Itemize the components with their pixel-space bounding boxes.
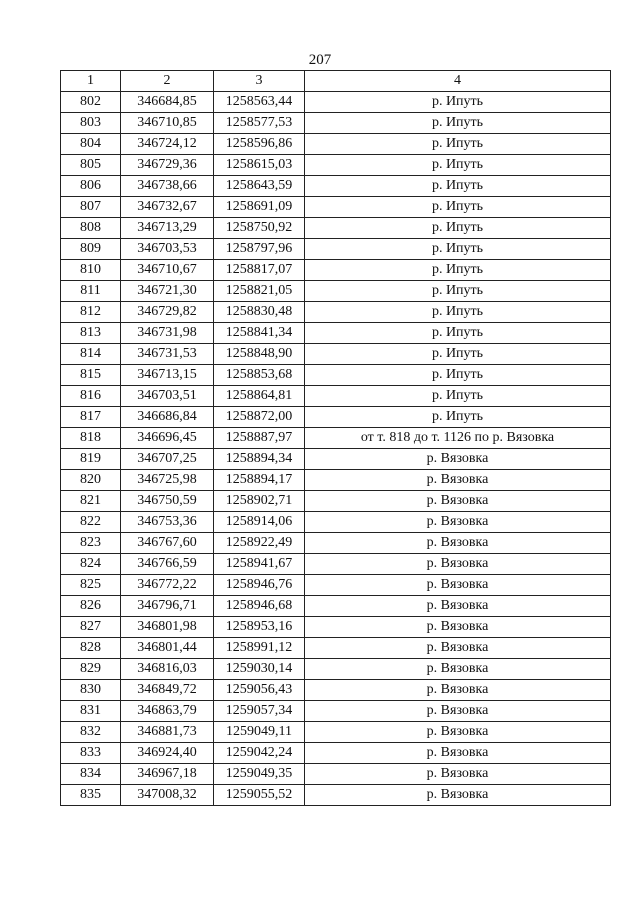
cell-y-coordinate: 1258953,16 bbox=[214, 617, 305, 638]
cell-description: р. Вязовка bbox=[305, 449, 611, 470]
cell-point-number: 831 bbox=[61, 701, 121, 722]
cell-y-coordinate: 1258821,05 bbox=[214, 281, 305, 302]
cell-y-coordinate: 1259055,52 bbox=[214, 785, 305, 806]
header-cell-point-number: 1 bbox=[61, 71, 121, 92]
cell-x-coordinate: 346767,60 bbox=[121, 533, 214, 554]
cell-description: р. Ипуть bbox=[305, 386, 611, 407]
table-row bbox=[61, 155, 611, 176]
cell-description: р. Вязовка bbox=[305, 659, 611, 680]
cell-y-coordinate: 1258691,09 bbox=[214, 197, 305, 218]
cell-x-coordinate: 346721,30 bbox=[121, 281, 214, 302]
cell-point-number: 830 bbox=[61, 680, 121, 701]
table-row bbox=[61, 176, 611, 197]
cell-x-coordinate: 346684,85 bbox=[121, 92, 214, 113]
cell-point-number: 826 bbox=[61, 596, 121, 617]
cell-description: р. Вязовка bbox=[305, 617, 611, 638]
cell-x-coordinate: 346729,82 bbox=[121, 302, 214, 323]
cell-x-coordinate: 346796,71 bbox=[121, 596, 214, 617]
cell-description: р. Ипуть bbox=[305, 155, 611, 176]
table-row bbox=[61, 239, 611, 260]
cell-point-number: 828 bbox=[61, 638, 121, 659]
cell-description: р. Ипуть bbox=[305, 239, 611, 260]
cell-y-coordinate: 1258941,67 bbox=[214, 554, 305, 575]
cell-point-number: 803 bbox=[61, 113, 121, 134]
cell-description: р. Вязовка bbox=[305, 470, 611, 491]
cell-y-coordinate: 1258643,59 bbox=[214, 176, 305, 197]
cell-x-coordinate: 346731,53 bbox=[121, 344, 214, 365]
cell-point-number: 820 bbox=[61, 470, 121, 491]
cell-y-coordinate: 1258887,97 bbox=[214, 428, 305, 449]
cell-x-coordinate: 346725,98 bbox=[121, 470, 214, 491]
cell-y-coordinate: 1258596,86 bbox=[214, 134, 305, 155]
cell-x-coordinate: 346731,98 bbox=[121, 323, 214, 344]
cell-point-number: 805 bbox=[61, 155, 121, 176]
table-row bbox=[61, 365, 611, 386]
cell-point-number: 827 bbox=[61, 617, 121, 638]
cell-point-number: 825 bbox=[61, 575, 121, 596]
cell-y-coordinate: 1258817,07 bbox=[214, 260, 305, 281]
cell-description: р. Ипуть bbox=[305, 407, 611, 428]
cell-x-coordinate: 346849,72 bbox=[121, 680, 214, 701]
table-row bbox=[61, 743, 611, 764]
cell-description: р. Ипуть bbox=[305, 218, 611, 239]
cell-description: р. Ипуть bbox=[305, 92, 611, 113]
cell-point-number: 816 bbox=[61, 386, 121, 407]
table-row bbox=[61, 281, 611, 302]
table-row bbox=[61, 617, 611, 638]
cell-point-number: 819 bbox=[61, 449, 121, 470]
cell-point-number: 810 bbox=[61, 260, 121, 281]
table-row bbox=[61, 491, 611, 512]
header-cell-y-coordinate: 3 bbox=[214, 71, 305, 92]
cell-y-coordinate: 1258894,17 bbox=[214, 470, 305, 491]
cell-y-coordinate: 1259049,35 bbox=[214, 764, 305, 785]
table-row bbox=[61, 302, 611, 323]
cell-x-coordinate: 346772,22 bbox=[121, 575, 214, 596]
cell-x-coordinate: 346703,53 bbox=[121, 239, 214, 260]
cell-point-number: 829 bbox=[61, 659, 121, 680]
coordinates-table bbox=[60, 70, 611, 806]
table-row bbox=[61, 701, 611, 722]
cell-x-coordinate: 346750,59 bbox=[121, 491, 214, 512]
table-row bbox=[61, 764, 611, 785]
cell-x-coordinate: 346707,25 bbox=[121, 449, 214, 470]
cell-x-coordinate: 346713,15 bbox=[121, 365, 214, 386]
cell-point-number: 814 bbox=[61, 344, 121, 365]
cell-point-number: 834 bbox=[61, 764, 121, 785]
cell-description: р. Ипуть bbox=[305, 134, 611, 155]
cell-y-coordinate: 1258577,53 bbox=[214, 113, 305, 134]
cell-x-coordinate: 346724,12 bbox=[121, 134, 214, 155]
table-row bbox=[61, 638, 611, 659]
cell-y-coordinate: 1258902,71 bbox=[214, 491, 305, 512]
cell-point-number: 807 bbox=[61, 197, 121, 218]
cell-y-coordinate: 1259049,11 bbox=[214, 722, 305, 743]
cell-x-coordinate: 346801,44 bbox=[121, 638, 214, 659]
table-row bbox=[61, 344, 611, 365]
cell-description: р. Вязовка bbox=[305, 764, 611, 785]
cell-y-coordinate: 1258853,68 bbox=[214, 365, 305, 386]
table-row bbox=[61, 197, 611, 218]
cell-x-coordinate: 346738,66 bbox=[121, 176, 214, 197]
cell-point-number: 822 bbox=[61, 512, 121, 533]
cell-point-number: 823 bbox=[61, 533, 121, 554]
cell-y-coordinate: 1258841,34 bbox=[214, 323, 305, 344]
cell-x-coordinate: 346766,59 bbox=[121, 554, 214, 575]
cell-description: р. Вязовка bbox=[305, 512, 611, 533]
table-row bbox=[61, 113, 611, 134]
cell-y-coordinate: 1259042,24 bbox=[214, 743, 305, 764]
cell-point-number: 817 bbox=[61, 407, 121, 428]
cell-point-number: 821 bbox=[61, 491, 121, 512]
cell-point-number: 835 bbox=[61, 785, 121, 806]
cell-description: р. Вязовка bbox=[305, 743, 611, 764]
cell-description: р. Вязовка bbox=[305, 554, 611, 575]
cell-point-number: 813 bbox=[61, 323, 121, 344]
cell-description: от т. 818 до т. 1126 по р. Вязовка bbox=[305, 428, 611, 449]
cell-point-number: 824 bbox=[61, 554, 121, 575]
cell-y-coordinate: 1258797,96 bbox=[214, 239, 305, 260]
cell-point-number: 808 bbox=[61, 218, 121, 239]
table-row bbox=[61, 680, 611, 701]
table-row bbox=[61, 575, 611, 596]
cell-y-coordinate: 1258946,68 bbox=[214, 596, 305, 617]
cell-y-coordinate: 1258750,92 bbox=[214, 218, 305, 239]
cell-description: р. Вязовка bbox=[305, 722, 611, 743]
header-cell-x-coordinate: 2 bbox=[121, 71, 214, 92]
table-row bbox=[61, 449, 611, 470]
cell-y-coordinate: 1259030,14 bbox=[214, 659, 305, 680]
cell-x-coordinate: 347008,32 bbox=[121, 785, 214, 806]
cell-description: р. Ипуть bbox=[305, 197, 611, 218]
cell-y-coordinate: 1258991,12 bbox=[214, 638, 305, 659]
table-header bbox=[61, 71, 611, 92]
header-row bbox=[61, 71, 611, 92]
table-row bbox=[61, 596, 611, 617]
cell-x-coordinate: 346863,79 bbox=[121, 701, 214, 722]
cell-x-coordinate: 346816,03 bbox=[121, 659, 214, 680]
cell-description: р. Вязовка bbox=[305, 491, 611, 512]
cell-y-coordinate: 1258922,49 bbox=[214, 533, 305, 554]
cell-x-coordinate: 346732,67 bbox=[121, 197, 214, 218]
cell-x-coordinate: 346710,67 bbox=[121, 260, 214, 281]
cell-x-coordinate: 346924,40 bbox=[121, 743, 214, 764]
cell-description: р. Ипуть bbox=[305, 302, 611, 323]
cell-description: р. Ипуть bbox=[305, 344, 611, 365]
cell-x-coordinate: 346881,73 bbox=[121, 722, 214, 743]
table-row bbox=[61, 512, 611, 533]
table-row bbox=[61, 659, 611, 680]
cell-point-number: 818 bbox=[61, 428, 121, 449]
cell-y-coordinate: 1258946,76 bbox=[214, 575, 305, 596]
cell-description: р. Вязовка bbox=[305, 575, 611, 596]
cell-description: р. Ипуть bbox=[305, 176, 611, 197]
cell-description: р. Вязовка bbox=[305, 785, 611, 806]
cell-x-coordinate: 346703,51 bbox=[121, 386, 214, 407]
cell-y-coordinate: 1258864,81 bbox=[214, 386, 305, 407]
cell-y-coordinate: 1258894,34 bbox=[214, 449, 305, 470]
cell-point-number: 833 bbox=[61, 743, 121, 764]
cell-description: р. Вязовка bbox=[305, 701, 611, 722]
cell-point-number: 804 bbox=[61, 134, 121, 155]
cell-point-number: 802 bbox=[61, 92, 121, 113]
cell-description: р. Ипуть bbox=[305, 281, 611, 302]
cell-point-number: 811 bbox=[61, 281, 121, 302]
table-row bbox=[61, 323, 611, 344]
table-row bbox=[61, 470, 611, 491]
header-cell-description: 4 bbox=[305, 71, 611, 92]
cell-point-number: 815 bbox=[61, 365, 121, 386]
cell-description: р. Вязовка bbox=[305, 596, 611, 617]
cell-point-number: 812 bbox=[61, 302, 121, 323]
cell-point-number: 832 bbox=[61, 722, 121, 743]
cell-x-coordinate: 346686,84 bbox=[121, 407, 214, 428]
cell-y-coordinate: 1258563,44 bbox=[214, 92, 305, 113]
cell-y-coordinate: 1258872,00 bbox=[214, 407, 305, 428]
table-row bbox=[61, 134, 611, 155]
cell-description: р. Вязовка bbox=[305, 533, 611, 554]
cell-x-coordinate: 346753,36 bbox=[121, 512, 214, 533]
cell-y-coordinate: 1259057,34 bbox=[214, 701, 305, 722]
cell-description: р. Вязовка bbox=[305, 680, 611, 701]
table-row bbox=[61, 722, 611, 743]
cell-y-coordinate: 1258830,48 bbox=[214, 302, 305, 323]
table-row bbox=[61, 785, 611, 806]
table-row bbox=[61, 554, 611, 575]
table-row bbox=[61, 92, 611, 113]
table-row bbox=[61, 218, 611, 239]
cell-point-number: 806 bbox=[61, 176, 121, 197]
cell-y-coordinate: 1258914,06 bbox=[214, 512, 305, 533]
cell-description: р. Ипуть bbox=[305, 323, 611, 344]
cell-y-coordinate: 1258615,03 bbox=[214, 155, 305, 176]
table-row bbox=[61, 533, 611, 554]
table-row bbox=[61, 386, 611, 407]
cell-description: р. Вязовка bbox=[305, 638, 611, 659]
cell-x-coordinate: 346801,98 bbox=[121, 617, 214, 638]
table-row bbox=[61, 260, 611, 281]
cell-x-coordinate: 346696,45 bbox=[121, 428, 214, 449]
table-row bbox=[61, 407, 611, 428]
cell-description: р. Ипуть bbox=[305, 113, 611, 134]
cell-x-coordinate: 346967,18 bbox=[121, 764, 214, 785]
page-number: 207 bbox=[308, 52, 332, 68]
cell-x-coordinate: 346729,36 bbox=[121, 155, 214, 176]
cell-description: р. Ипуть bbox=[305, 260, 611, 281]
cell-x-coordinate: 346710,85 bbox=[121, 113, 214, 134]
cell-description: р. Ипуть bbox=[305, 365, 611, 386]
cell-y-coordinate: 1258848,90 bbox=[214, 344, 305, 365]
cell-y-coordinate: 1259056,43 bbox=[214, 680, 305, 701]
cell-point-number: 809 bbox=[61, 239, 121, 260]
table-row bbox=[61, 428, 611, 449]
table-body bbox=[61, 92, 611, 806]
cell-x-coordinate: 346713,29 bbox=[121, 218, 214, 239]
